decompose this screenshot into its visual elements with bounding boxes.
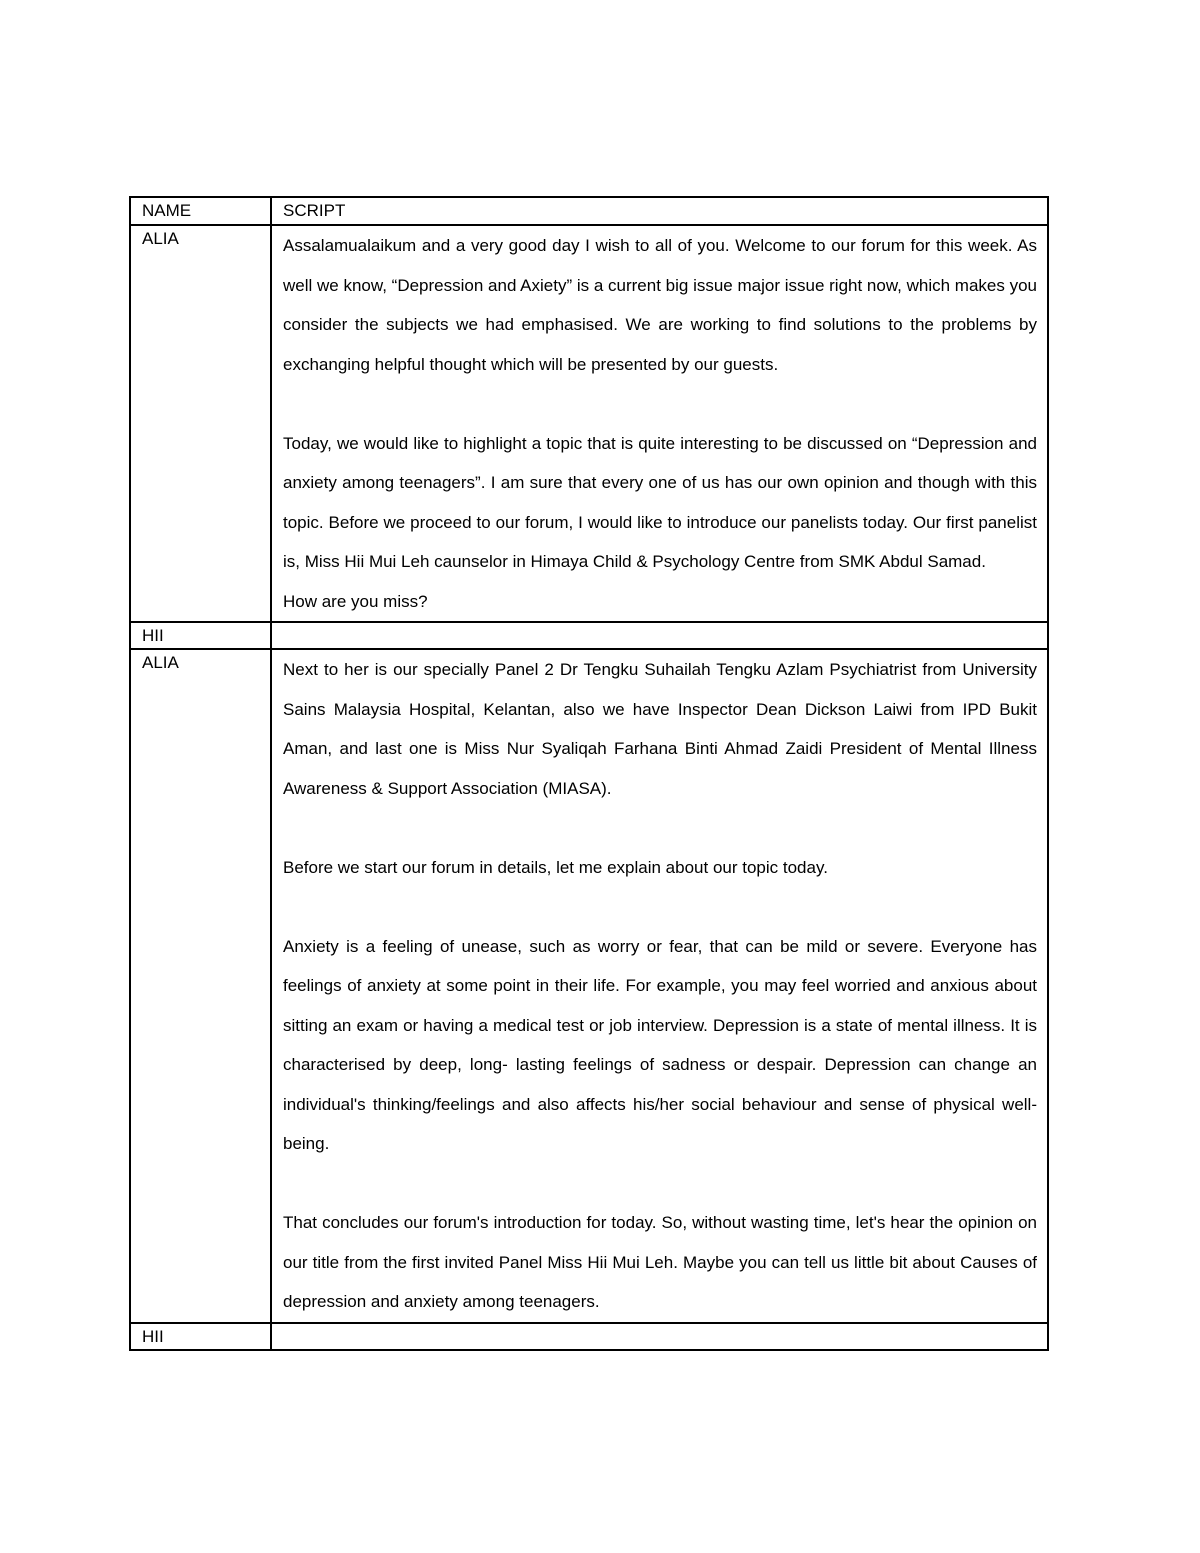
speaker-name: ALIA <box>130 225 271 622</box>
table-row <box>130 622 1048 649</box>
speaker-name: HII <box>130 622 271 649</box>
paragraph-gap <box>283 384 1037 424</box>
script-text <box>271 225 1048 622</box>
table-row <box>130 1323 1048 1350</box>
speaker-name: HII <box>130 1323 271 1350</box>
name-column-header: NAME <box>130 197 271 225</box>
script-paragraph: How are you miss? <box>283 591 428 611</box>
script-table <box>129 196 1049 1351</box>
paragraph-gap <box>283 808 1037 848</box>
script-column-header: SCRIPT <box>271 197 1048 225</box>
script-text <box>271 649 1048 1323</box>
script-paragraph: Today, we would like to highlight a topic that is quite interesting to be discussed on “Depression and anxiety among teenagers”. I am sure that every one of us has our own opinion and though with this topic. Before we proceed to our forum, I would like to introduce our panelists today. Our first panelist is, Miss Hii Mui Leh caunselor in Himaya Child & Psychology Centre from SMK Abdul Samad. <box>283 433 1037 571</box>
script-paragraph: Anxiety is a feeling of unease, such as worry or fear, that can be mild or severe. Everyone has feelings of anxiety at some point in their life. For example, you may feel worried and anxious about sitting an exam or having a medical test or job interview. Depression is a state of mental illness. It is characterised by deep, long- lasting feelings of sadness or despair. Depression can change an individual's thinking/feelings and also affects his/her social behaviour and sense of physical well-being. <box>283 936 1037 1153</box>
script-paragraph: Next to her is our specially Panel 2 Dr Tengku Suhailah Tengku Azlam Psychiatrist from University Sains Malaysia Hospital, Kelantan, also we have Inspector Dean Dickson Laiwi from IPD Bukit Aman, and last one is Miss Nur Syaliqah Farhana Binti Ahmad Zaidi President of Mental Illness Awareness & Support Association (MIASA). <box>283 660 1037 798</box>
paragraph-gap <box>283 1164 1037 1204</box>
speaker-name: ALIA <box>130 649 271 1323</box>
script-text <box>271 622 1048 649</box>
table-row <box>130 649 1048 1323</box>
script-paragraph: That concludes our forum's introduction for today. So, without wasting time, let's hear the opinion on our title from the first invited Panel Miss Hii Mui Leh. Maybe you can tell us little bit about Causes of depression and anxiety among teenagers. <box>283 1213 1037 1311</box>
script-paragraph: Before we start our forum in details, let me explain about our topic today. <box>283 857 828 877</box>
table-header-row <box>130 197 1048 225</box>
table-row <box>130 225 1048 622</box>
script-paragraph: Assalamualaikum and a very good day I wish to all of you. Welcome to our forum for this week. As well we know, “Depression and Axiety” is a current big issue major issue right now, which makes you consider the subjects we had emphasised. We are working to find solutions to the problems by exchanging helpful thought which will be presented by our guests. <box>283 236 1038 374</box>
script-text <box>271 1323 1048 1350</box>
paragraph-gap <box>283 887 1037 927</box>
